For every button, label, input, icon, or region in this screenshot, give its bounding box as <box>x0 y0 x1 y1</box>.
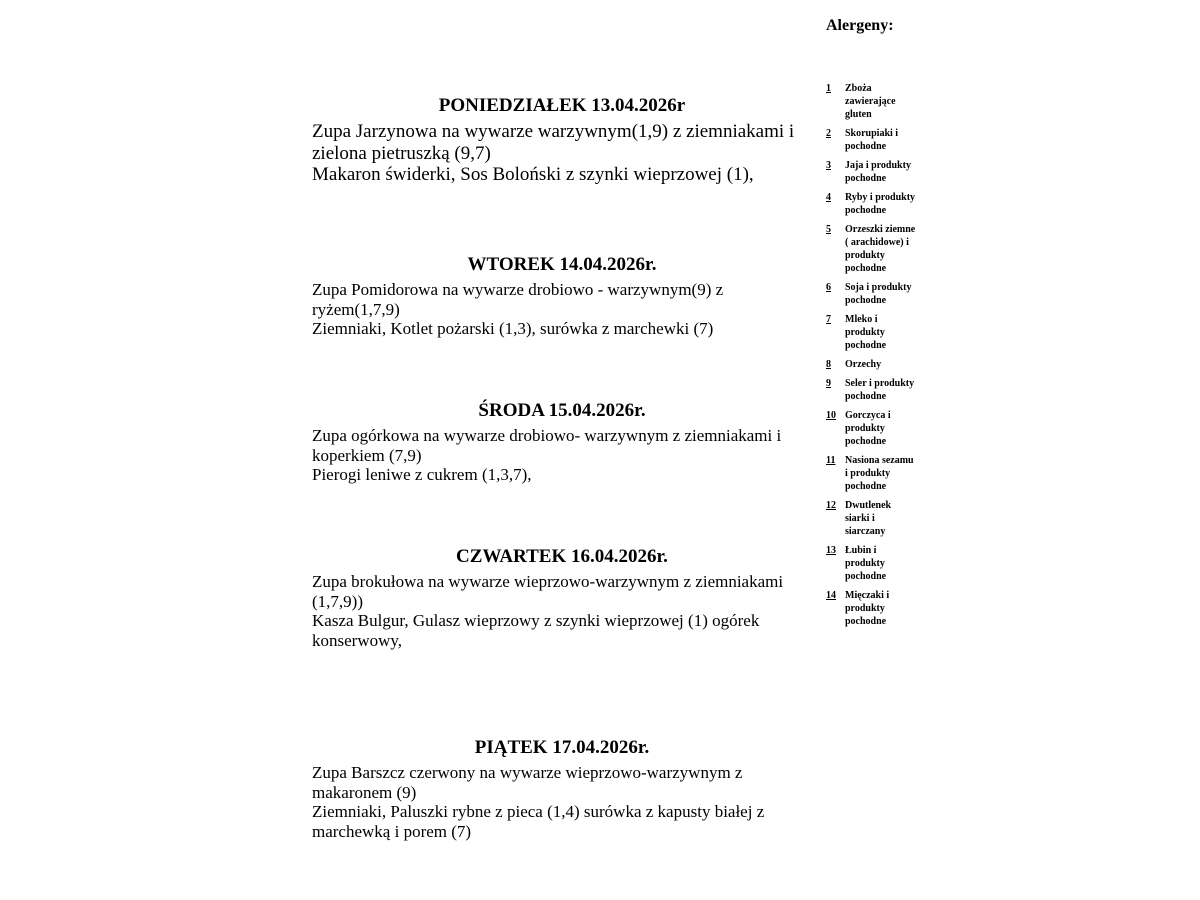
allergen-name: Dwutlenek siarki i siarczany <box>845 500 892 537</box>
main-course: Ziemniaki, Paluszki rybne z pieca (1,4) surówka z kapusty białej z marchewką i porem (7) <box>312 802 765 841</box>
allergen-number: 6 <box>826 282 831 293</box>
soup: Zupa brokułowa na wywarze wieprzowo-warzywnym z ziemniakami (1,7,9)) <box>312 572 784 611</box>
allergen-item <box>826 127 926 153</box>
day-monday <box>312 95 812 186</box>
allergen-name: Jaja i produkty pochodne <box>845 160 911 184</box>
allergen-item <box>826 159 926 185</box>
allergen-name: Orzeszki ziemne ( arachidowe) i produkty pochodne <box>845 224 916 274</box>
allergen-name: Seler i produkty pochodne <box>845 378 915 402</box>
allergens-title: Alergeny: <box>826 17 894 34</box>
allergen-number: 12 <box>826 500 836 511</box>
allergen-item <box>826 544 926 583</box>
allergen-number: 10 <box>826 410 836 421</box>
day-title: CZWARTEK 16.04.2026r. <box>456 546 668 567</box>
allergen-number: 2 <box>826 128 831 139</box>
allergen-item <box>826 223 926 275</box>
main-course: Makaron świderki, Sos Boloński z szynki wieprzowej (1), <box>312 164 754 185</box>
soup: Zupa Barszcz czerwony na wywarze wieprzowo-warzywnym z makaronem (9) <box>312 763 743 802</box>
day-wednesday <box>312 400 812 485</box>
allergen-item <box>826 358 926 371</box>
allergen-item <box>826 409 926 448</box>
soup: Zupa ogórkowa na wywarze drobiowo- warzywnym z ziemniakami i koperkiem (7,9) <box>312 426 782 465</box>
day-meals <box>312 280 812 339</box>
day-tuesday <box>312 254 812 339</box>
day-meals <box>312 763 812 841</box>
allergen-item <box>826 454 926 493</box>
allergen-name: Skorupiaki i pochodne <box>845 128 899 152</box>
allergen-name: Soja i produkty pochodne <box>845 282 912 306</box>
main-course: Pierogi leniwe z cukrem (1,3,7), <box>312 465 532 484</box>
allergen-number: 9 <box>826 378 831 389</box>
day-title: ŚRODA 15.04.2026r. <box>478 400 646 421</box>
allergen-number: 11 <box>826 455 836 466</box>
day-title: WTOREK 14.04.2026r. <box>467 254 657 275</box>
main-course: Kasza Bulgur, Gulasz wieprzowy z szynki wieprzowej (1) ogórek konserwowy, <box>312 611 760 650</box>
allergen-name: Mięczaki i produkty pochodne <box>845 590 890 627</box>
allergen-number: 4 <box>826 192 831 203</box>
soup: Zupa Pomidorowa na wywarze drobiowo - warzywnym(9) z ryżem(1,7,9) <box>312 280 724 319</box>
allergen-number: 1 <box>826 83 831 94</box>
day-friday <box>312 737 812 841</box>
day-thursday <box>312 546 812 650</box>
allergen-name: Mleko i produkty pochodne <box>845 314 887 351</box>
allergen-number: 8 <box>826 359 831 370</box>
allergen-number: 7 <box>826 314 831 325</box>
allergen-number: 3 <box>826 160 831 171</box>
allergen-number: 14 <box>826 590 836 601</box>
allergen-item <box>826 377 926 403</box>
allergen-list <box>826 82 926 634</box>
allergen-item <box>826 191 926 217</box>
allergen-name: Zboża zawierające gluten <box>845 83 896 120</box>
allergen-item <box>826 499 926 538</box>
allergen-name: Nasiona sezamu i produkty pochodne <box>845 455 914 492</box>
allergen-item <box>826 589 926 628</box>
allergen-number: 13 <box>826 545 836 556</box>
day-meals <box>312 426 812 485</box>
day-meals <box>312 121 812 186</box>
allergen-number: 5 <box>826 224 831 235</box>
allergen-item <box>826 82 926 121</box>
allergen-name: Ryby i produkty pochodne <box>845 192 916 216</box>
day-title: PONIEDZIAŁEK 13.04.2026r <box>438 95 686 116</box>
allergen-item <box>826 313 926 352</box>
allergen-item <box>826 281 926 307</box>
allergen-name: Łubin i produkty pochodne <box>845 545 887 582</box>
allergen-name: Gorczyca i produkty pochodne <box>845 410 891 447</box>
day-meals <box>312 572 812 650</box>
allergen-name: Orzechy <box>845 359 882 370</box>
soup: Zupa Jarzynowa na wywarze warzywnym(1,9) z ziemniakami i zielona pietruszką (9,7) <box>312 121 795 164</box>
day-title: PIĄTEK 17.04.2026r. <box>474 737 650 758</box>
main-course: Ziemniaki, Kotlet pożarski (1,3), surówka z marchewki (7) <box>312 319 714 338</box>
